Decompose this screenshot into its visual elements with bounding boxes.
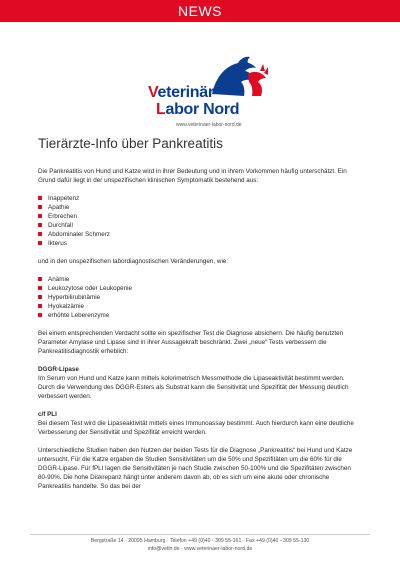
bullet-square-icon bbox=[38, 313, 42, 317]
list-item: Hyperbilirubinämie bbox=[38, 293, 360, 302]
pli-paragraph: Bei diesem Test wird die Lipaseaktivität mittels eines Immunoassay bestimmt. Auch hierdurch kann eine deutliche Verbesserung der Sensitivität und Spezifität erreicht werden. bbox=[38, 420, 354, 436]
dggr-paragraph: Im Serum von Hund und Katze kann mittels kolorimetrisch Messmethode die Lipaseaktivität bestimmt werden. Durch die Verwendung des DGGR-Esters als Substrat kann die Sensitivität und Spezifität der Messung deutlich verbessert werden. bbox=[38, 375, 349, 400]
suspicion-paragraph: Bei einem entsprechenden Verdacht sollte ein spezifischer Test die Diagnose absichern. Die häufig benutzten Parameter Amylase und Lipase sind in ihrer Aussagekraft beschränkt. Zwei „neue“ Tests verbessern die Pankreatitisdiagnostik erheblich: bbox=[38, 330, 344, 355]
bullet-square-icon bbox=[38, 277, 42, 281]
intro-paragraph: Die Pankreatitis von Hund und Katze wird in ihrer Bedeutung und in ihrem Vorkommen häufig unterschätzt. Ein Grund dafür liegt in der unspezifischen klinischen Symptomatik bestehend aus: bbox=[38, 168, 347, 184]
bullet-square-icon bbox=[38, 241, 42, 245]
lab-intro-paragraph: und in den unspezifischen labordiagnostischen Veränderungen, wie: bbox=[38, 258, 229, 265]
list-item: Durchfall bbox=[38, 221, 360, 230]
pli-heading: c/f PLI bbox=[38, 411, 57, 418]
bullet-square-icon bbox=[38, 295, 42, 299]
bullet-square-icon bbox=[38, 214, 42, 218]
list-item: Leukozytose oder Leukopenie bbox=[38, 284, 360, 293]
list-item: Anämie bbox=[38, 275, 360, 284]
list-item: Inappetenz bbox=[38, 194, 360, 203]
dggr-heading: DGGR-Lipase bbox=[38, 366, 79, 373]
studies-paragraph: Unterschiedliche Studien haben den Nutzen der beiden Tests für die Diagnose „Pankreatitis“ bei Hund und Katze untersucht. Für die Katze ergaben die Studien Sensitivitäten um die 50% und Spezifitäten um die 60% für die DGGR-Lipase. Für fPLI lagen die Sensitivitäten je nach Studie zwischen 50-100% und die Spezifitäten zwischen 80-90%. Die hohe Diskrepanz hängt unter anderem davon ab, ob es sich um eine akute oder chronische Pankreatitis handelte. So das bei der bbox=[38, 447, 353, 490]
article-body bbox=[38, 136, 360, 500]
news-banner: NEWS bbox=[0, 0, 400, 22]
footer-contact: info@vetln.de · www.veterinaer-labor-nord.de bbox=[147, 546, 253, 552]
list-item: Erbrechen bbox=[38, 212, 360, 221]
bullet-square-icon bbox=[38, 223, 42, 227]
footer-address: Bergstraße 14 · 20095 Hamburg · Telefon +49 (0)40 - 309 55-161 · Fax +49 (0)40 - 309 55-130 bbox=[90, 538, 310, 544]
page-title: Tierärzte-Info über Pankreatitis bbox=[38, 136, 223, 151]
logo-word-labor-nord: Labor Nord bbox=[156, 101, 240, 118]
list-item: Ikterus bbox=[38, 239, 360, 248]
symptom-list bbox=[38, 194, 360, 248]
list-item: Abdominaler Schmerz bbox=[38, 230, 360, 239]
list-item: Hyokalzämie bbox=[38, 302, 360, 311]
bullet-square-icon bbox=[38, 286, 42, 290]
company-logo bbox=[148, 54, 258, 128]
logo-url: www.veterinaer-labor-nord.de bbox=[176, 122, 242, 128]
bullet-square-icon bbox=[38, 196, 42, 200]
horse-dog-cat-icon bbox=[208, 54, 270, 100]
lab-changes-list bbox=[38, 275, 360, 320]
bullet-square-icon bbox=[38, 205, 42, 209]
bullet-square-icon bbox=[38, 232, 42, 236]
bullet-square-icon bbox=[38, 304, 42, 308]
footer-divider bbox=[30, 534, 370, 535]
logo-word-veterinaer: Veterinär bbox=[148, 84, 214, 101]
list-item: Apathie bbox=[38, 203, 360, 212]
list-item: erhöhte Leberenzyme bbox=[38, 311, 360, 320]
